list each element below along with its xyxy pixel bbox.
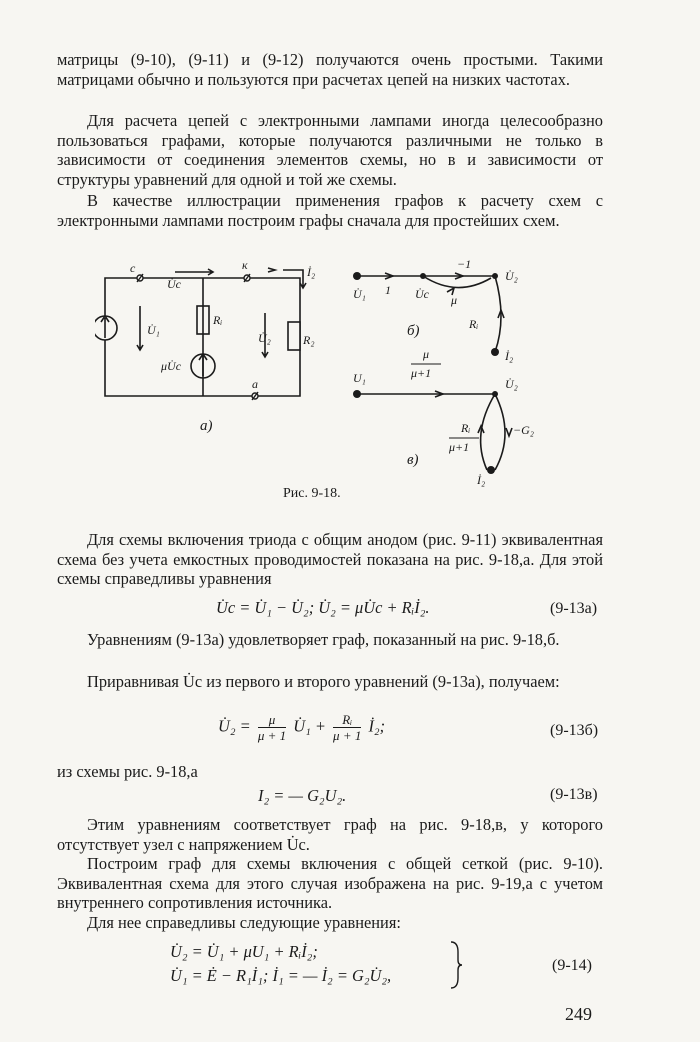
equation-9-14-number: (9-14) xyxy=(552,957,592,974)
figure-caption: Рис. 9-18. xyxy=(283,486,341,501)
eq-13b-f2-den: μ + 1 xyxy=(333,728,362,743)
paragraph-equations-intro: Для нее справедливы следующие уравнения: xyxy=(87,913,401,932)
paragraph-common-anode: Для схемы включения триода с общим анодом (рис. 9-11) эквивалентная схема без учета емкостных проводимостей показана на рис. 9-18,а. Для этой схемы справедливы уравнения xyxy=(57,530,603,589)
eq-13b-fraction-1 xyxy=(258,712,286,743)
graph-v xyxy=(357,391,512,470)
eq-13b-mid: U̇₁ + xyxy=(293,716,326,736)
graph-b-u1-label: U̇₁ xyxy=(353,287,366,301)
equation-9-13a: U̇с = U̇₁ − U̇₂; U̇₂ = μU̇с + Rᵢİ₂. xyxy=(216,598,430,617)
graph-b-u2-label: U̇₂ xyxy=(505,269,518,283)
paragraph-graph-b: Уравнениям (9-13а) удовлетворяет граф, показанный на рис. 9-18,б. xyxy=(87,630,560,649)
eq-13b-f1-den: μ + 1 xyxy=(257,728,287,743)
uc-label: U̇с xyxy=(167,277,181,291)
mu-uc-label: μU̇с xyxy=(161,359,182,373)
graph-b-i2-label: İ₂ xyxy=(505,349,514,363)
node-u1-b xyxy=(353,272,361,280)
node-a-label: а xyxy=(252,377,258,391)
paragraph-common-grid: Построим граф для схемы включения с общей сеткой (рис. 9-10). Эквивалентная схема для этого случая изображена на рис. 9-19,а с учетом внутреннего сопротивления источника. xyxy=(57,854,603,913)
node-c-label: с xyxy=(130,261,136,275)
paragraph-illustration: В качестве иллюстрации применения графов к расчету схем с электронными лампами построим графы сначала для простейших схем. xyxy=(57,191,603,230)
ri-label: Rᵢ xyxy=(213,313,223,327)
graph-b-ri-label: Rᵢ xyxy=(469,317,479,331)
equation-9-14-line-2: U̇₁ = Ė − R₁İ₁; İ₁ = — İ₂ = G₂U̇₂, xyxy=(170,966,392,985)
eq-13b-f2-num: Rᵢ xyxy=(333,712,361,728)
graph-b-one-label: 1 xyxy=(385,283,391,297)
label-b: б) xyxy=(407,323,420,339)
graph-b xyxy=(357,273,504,352)
paragraph-from-scheme: из схемы рис. 9-18,а xyxy=(57,762,198,781)
u1-label: U̇₁ xyxy=(147,323,160,337)
node-u2-v xyxy=(492,391,498,397)
paragraph-equating: Приравнивая U̇с из первого и второго уравнений (9-13а), получаем: xyxy=(87,672,560,691)
node-i2-b xyxy=(491,348,499,356)
graph-v-g2-label: −G₂ xyxy=(513,423,534,437)
eq-13b-tail: İ₂; xyxy=(368,716,386,736)
equation-9-13v: I₂ = — G₂U₂. xyxy=(258,786,347,805)
graph-v-gain-num: μ xyxy=(423,347,430,361)
equation-9-13b xyxy=(218,712,385,743)
graph-v-u1-label: U₁ xyxy=(353,371,366,385)
node-u2-b xyxy=(492,273,498,279)
graph-v-ri-den: μ+1 xyxy=(449,440,470,454)
node-u1-v xyxy=(353,390,361,398)
i2-label: İ₂ xyxy=(307,265,316,279)
u2-label: U̇₂ xyxy=(258,331,271,345)
eq-13b-f1-num: μ xyxy=(258,712,286,728)
paragraph-graph-v: Этим уравнениям соответствует граф на рис. 9-18,в, у которого отсутствует узел с напряжением U̇с. xyxy=(57,815,603,854)
equation-9-13b-number: (9-13б) xyxy=(550,722,599,739)
paragraph-graphs: Для расчета цепей с электронными лампами иногда целесообразно пользоваться графами, которые получаются различными не только в зависимости от соединения элементов схемы, но в и зависимости от структуры уравнений для одной и той же схемы. xyxy=(57,111,603,189)
node-i2-v xyxy=(487,466,495,474)
graph-v-i2-label: İ₂ xyxy=(477,473,486,487)
equation-9-13a-number: (9-13а) xyxy=(550,600,598,617)
node-uc-b xyxy=(420,273,426,279)
graph-b-minus-one-label: −1 xyxy=(457,258,472,271)
paragraph-intro: матрицы (9-10), (9-11) и (9-12) получаются очень простыми. Такими матрицами обычно и пользуются при расчетах цепей на низких частотах. xyxy=(57,50,603,89)
graph-v-gain-den: μ+1 xyxy=(411,366,432,380)
figure-9-18 xyxy=(95,258,535,508)
equation-9-13v-number: (9-13в) xyxy=(550,786,598,803)
r2-label: R₂ xyxy=(303,333,315,347)
graph-v-u2-label: U̇₂ xyxy=(505,377,518,391)
label-a: а) xyxy=(200,418,213,434)
equation-9-14-line-1: U̇₂ = U̇₁ + μU₁ + Rᵢİ₂; xyxy=(170,942,318,961)
label-v: в) xyxy=(407,452,419,468)
brace-icon xyxy=(448,940,464,990)
graph-v-ri-num: Rᵢ xyxy=(461,421,471,435)
graph-b-mu-label: μ xyxy=(451,293,458,307)
eq-13b-fraction-2 xyxy=(333,712,361,743)
node-k-label: к xyxy=(242,258,248,272)
eq-13b-lhs: U̇₂ = xyxy=(218,716,251,736)
circuit-a xyxy=(95,268,306,396)
graph-b-uc-label: U̇с xyxy=(415,287,429,301)
page-number: 249 xyxy=(565,1004,592,1024)
